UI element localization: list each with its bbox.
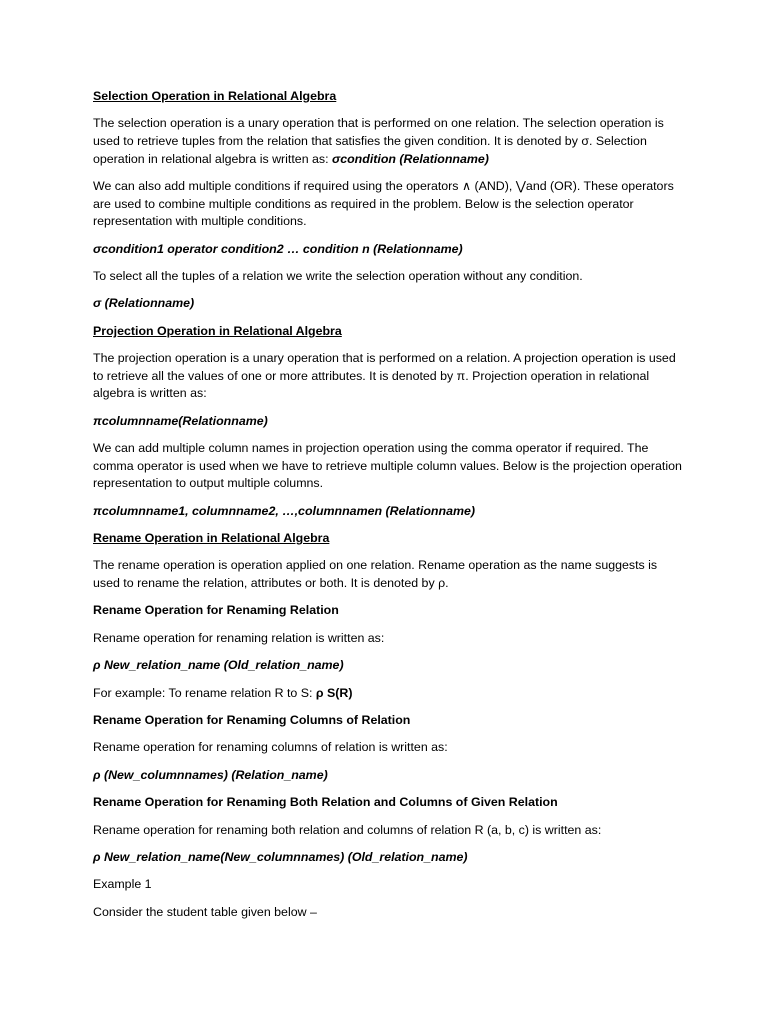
- projection-formula: πcolumnname(Relationname): [93, 413, 268, 428]
- rename-both-subheading: Rename Operation for Renaming Both Relation and Columns of Given Relation: [93, 795, 558, 810]
- document-page: [93, 88, 683, 931]
- rename-example-text: For example: To rename relation R to S:: [93, 685, 316, 700]
- example-1-text: Consider the student table given below –: [93, 904, 317, 919]
- projection-multi-formula: πcolumnname1, columnname2, …,columnnamen (Relationname): [93, 503, 475, 518]
- selection-intro-text: The selection operation is a unary operation that is performed on one relation. The selection operation is used to retrieve tuples from the relation that satisfies the given condition. It is denoted by σ. Selection operation in relational algebra is written as:: [93, 116, 664, 166]
- rename-intro-paragraph: The rename operation is operation applied on one relation. Rename operation as the name suggests is used to rename the relation, attributes or both. It is denoted by ρ.: [93, 558, 658, 591]
- projection-heading: Projection Operation in Relational Algebra: [93, 323, 342, 338]
- rename-columns-formula: ρ (New_columnnames) (Relation_name): [93, 767, 328, 782]
- rename-columns-subheading: Rename Operation for Renaming Columns of Relation: [93, 712, 411, 727]
- selection-multiple-conditions-paragraph: We can also add multiple conditions if required using the operators ∧ (AND), ⋁and (OR). These operators are used to combine multiple conditions as required in the problem. Below is the selection operator representation with multiple conditions.: [93, 178, 674, 229]
- selection-intro-paragraph: [93, 115, 683, 168]
- rename-relation-text: Rename operation for renaming relation is written as:: [93, 630, 385, 645]
- selection-multi-formula: σcondition1 operator condition2 … condition n (Relationname): [93, 241, 463, 256]
- rename-example-formula: ρ S(R): [315, 685, 353, 700]
- rename-columns-text: Rename operation for renaming columns of relation is written as:: [93, 740, 448, 755]
- projection-intro-paragraph: The projection operation is a unary operation that is performed on a relation. A projection operation is used to retrieve all the values of one or more attributes. It is denoted by π. Projection operation in relational algebra is written as:: [93, 351, 676, 401]
- selection-formula-inline: σcondition (Relationname): [332, 151, 489, 166]
- projection-multiple-columns-paragraph: We can add multiple column names in projection operation using the comma operator if required. The comma operator is used when we have to retrieve multiple column values. Below is the projection operation representation to output multiple columns.: [93, 441, 682, 491]
- rename-example-paragraph: [93, 685, 683, 703]
- rename-relation-formula: ρ New_relation_name (Old_relation_name): [93, 658, 344, 673]
- selection-all-tuples-paragraph: To select all the tuples of a relation we write the selection operation without any condition.: [93, 268, 583, 283]
- selection-all-formula: σ (Relationname): [93, 296, 195, 311]
- example-1-label: Example 1: [93, 877, 152, 892]
- rename-relation-subheading: Rename Operation for Renaming Relation: [93, 603, 339, 618]
- rename-both-text: Rename operation for renaming both relation and columns of relation R (a, b, c) is written as:: [93, 822, 602, 837]
- rename-both-formula: ρ New_relation_name(New_columnnames) (Old_relation_name): [93, 849, 468, 864]
- rename-heading: Rename Operation in Relational Algebra: [93, 531, 330, 546]
- selection-heading: Selection Operation in Relational Algebra: [93, 89, 337, 103]
